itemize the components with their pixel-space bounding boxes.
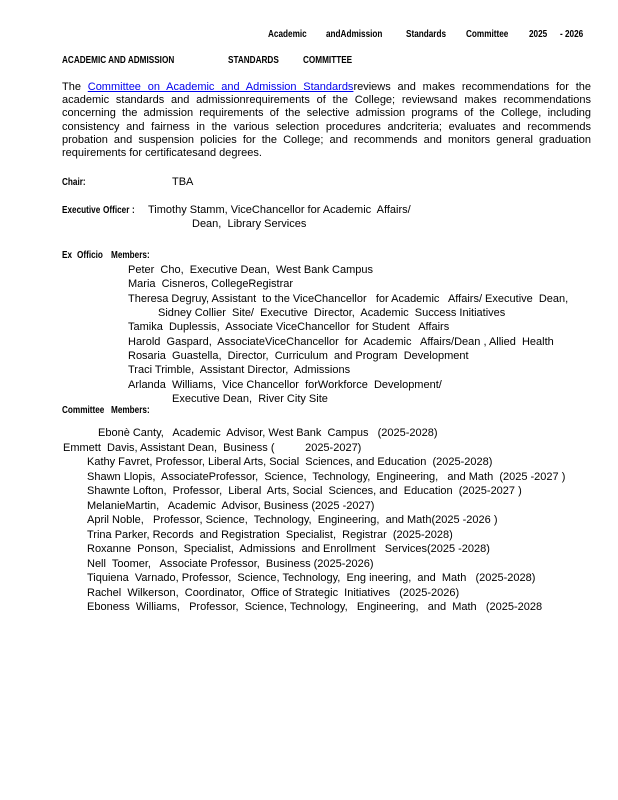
- page-title-segment: STANDARDS: [228, 54, 279, 66]
- list-item: Shawnte Lofton, Professor, Liberal Arts, Social Sciences, and Education (2025-2027 ): [87, 485, 522, 497]
- list-item: Tamika Duplessis, Associate ViceChancellor for Student Affairs: [128, 321, 450, 334]
- intro-text-before: The: [62, 81, 88, 93]
- list-item-continuation: Executive Dean, River City Site: [172, 393, 328, 406]
- list-item: Kathy Favret, Professor, Liberal Arts, Social Sciences, and Education (2025-2028): [87, 456, 493, 468]
- chair-row: [62, 176, 512, 190]
- running-header-segment: - 2026: [560, 28, 584, 40]
- list-item: April Noble, Professor, Science, Technology, Engineering, and Math(2025 -2026 ): [87, 514, 498, 526]
- executive-officer-label: Executive: [62, 204, 101, 216]
- list-item: Rachel Wilkerson, Coordinator, Office of Strategic Initiatives (2025-2026): [87, 586, 460, 599]
- list-item: MelanieMartin, Academic Advisor, Business (2025 -2027): [87, 499, 375, 512]
- running-header-segment: Standards: [406, 28, 447, 40]
- running-header: [268, 28, 590, 40]
- page-title: [62, 54, 590, 67]
- list-item: Shawn Llopis, AssociateProfessor, Science, Technology, Engineering, and Math (2025 -2027 ): [87, 470, 566, 483]
- list-item: Ebonè Canty, Academic Advisor, West Bank Campus (2025-2028): [98, 427, 438, 439]
- committee-standards-link[interactable]: Committee on Academic and Admission Standards: [87, 81, 354, 93]
- executive-officer-label: :: [132, 204, 135, 216]
- ex-officio-heading-segment: Officio: [77, 249, 103, 261]
- chair-label: Chair:: [62, 176, 86, 188]
- list-item: Nell Toomer, Associate Professor, Business (2025-2026): [87, 557, 374, 570]
- running-header-segment: andAdmission: [325, 28, 383, 40]
- running-header-segment: Academic: [268, 28, 307, 40]
- executive-officer-title-line2: Dean, Library Services: [192, 218, 307, 230]
- running-header-segment: 2025: [528, 28, 547, 40]
- list-item: Peter Cho, Executive Dean, West Bank Campus: [128, 264, 373, 276]
- list-item: Rosaria Guastella, Director, Curriculum and Program Development: [128, 350, 469, 363]
- list-item: Theresa Degruy, Assistant to the ViceChancellor for Academic Affairs/ Executive Dean,: [128, 292, 569, 305]
- committee-members-heading: [62, 404, 362, 417]
- list-item: Eboness Williams, Professor, Science, Technology, Engineering, and Math (2025-2028: [87, 601, 543, 613]
- list-item: Harold Gaspard, AssociateViceChancellor for Academic Affairs/Dean , Allied Health: [128, 335, 554, 348]
- intro-paragraph: [62, 81, 591, 160]
- list-item-continuation: Sidney Collier Site/ Executive Director, Academic Success Initiatives: [158, 307, 506, 320]
- page-title-segment: COMMITTEE: [303, 54, 353, 66]
- committee-members-heading-segment: Members:: [111, 404, 150, 416]
- list-item: Traci Trimble, Assistant Director, Admissions: [128, 364, 351, 377]
- list-item: Tiquiena Varnado, Professor, Science, Technology, Eng ineering, and Math (2025-2028): [87, 572, 536, 584]
- committee-members-heading-segment: Committee: [62, 404, 105, 416]
- committee-member-list: [62, 426, 607, 615]
- list-item: Maria Cisneros, CollegeRegistrar: [128, 278, 294, 291]
- ex-officio-member-list: [62, 263, 602, 406]
- executive-officer-name: Timothy Stamm, ViceChancellor for Academic Affairs/: [148, 204, 411, 216]
- list-item: Arlanda Williams, Vice Chancellor forWorkforce Development/: [128, 378, 442, 391]
- list-item: Trina Parker, Records and Registration Specialist, Registrar (2025-2028): [87, 528, 453, 541]
- ex-officio-heading: [62, 249, 362, 262]
- executive-officer-row: [62, 204, 582, 234]
- page-title-segment: ACADEMIC AND ADMISSION: [62, 54, 175, 66]
- executive-officer-label: Officer: [103, 204, 130, 216]
- list-item: Emmett Davis, Assistant Dean, Business ( 2025-2027): [63, 441, 362, 454]
- ex-officio-heading-segment: Members:: [111, 249, 150, 261]
- intro-text-after: reviews and makes recommendations for the academic standards and admissionrequirements of the College; reviewsand makes recommendations concerning the admission requirements of the selective admission programs of the College, including consistency and fairness in the various selection procedures andcriteria; evaluates and recommends probation and suspension policies for the College; and recommends and monitors general graduation requirements for certificatesand degrees.: [62, 81, 591, 160]
- running-header-segment: Committee: [466, 28, 509, 40]
- list-item: Roxanne Ponson, Specialist, Admissions and Enrollment Services(2025 -2028): [87, 543, 490, 555]
- chair-value: TBA: [172, 176, 194, 188]
- ex-officio-heading-segment: Ex: [62, 249, 73, 261]
